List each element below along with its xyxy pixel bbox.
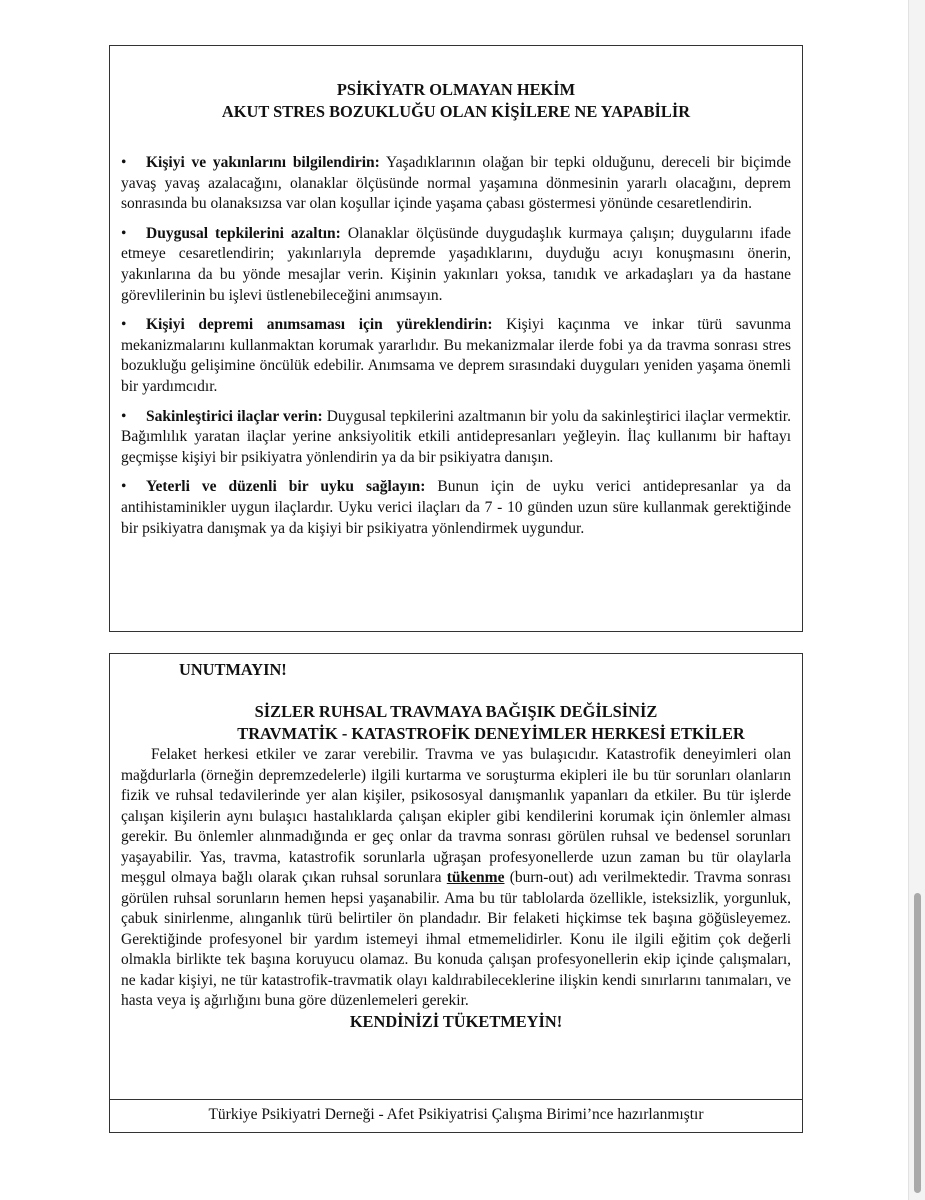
credits-footer: Türkiye Psikiyatri Derneği - Afet Psikiyatrisi Çalışma Birimi’nce hazırlanmıştır: [110, 1099, 802, 1132]
bullet-text: Bunun için de uyku verici antidepresanlar ya da antihistaminikler uygun ilaçlardır. Uyku verici ilaçları da 7 - 10 günden uzun süre kullanmak gerektiğinde bir psikiyatra danışmak ya da kişiyi bir psikiyatra yönlendirmek uygundur.: [121, 478, 791, 537]
reminder-title-line1: SİZLER RUHSAL TRAVMAYA BAĞIŞIK DEĞİLSİNİZ: [254, 702, 658, 721]
scrollbar-thumb[interactable]: [914, 893, 921, 1193]
bullet-heading: Kişiyi depremi anımsaması için yüreklendirin:: [146, 316, 493, 334]
bullet-text: Yaşadıklarının olağan bir tepki olduğunu, dereceli bir biçimde yavaş yavaş azalacağını, olanaklar ölçüsünde normal yaşamına dönmesinin yararlı olacağını, deprem sonrasında bu olanaksızsa var olan koşullar içinde yaşama çabası göstermesi yönünde cesaretlendirin.: [121, 154, 791, 213]
bullet-dot: •: [121, 154, 127, 171]
reminder-paragraph: [121, 745, 791, 1012]
bullet-text: Olanaklar ölçüsünde duygudaşlık kurmaya çalışın; duygularını ifade etmeye cesaretlendirin; yakınlarıyla depremde yaşadıklarını, duyduğu acıyı konuşmasını önerin, yakınlarına da bu yönde mesajlar verin. Kişinin yakınları yoksa, tanıdık ve arkadaşları ya da hastane görevlilerinin bu işlevi üstlenebileceğini anımsayın.: [121, 224, 791, 304]
bullet-text: Duygusal tepkilerini azaltmanın bir yolu da sakinleştirici ilaçlar vermektir. Bağımlılık yaratan ilaçlar yerine anksiyolitik etkili antidepresanları yeğleyin. İlaç kullanımı bir haftayı geçmişse kişiyi bir psikiyatra yönlendirin ya da bir psikiyatra danışın.: [121, 407, 791, 466]
bullet-heading: Duygusal tepkilerini azaltın:: [146, 224, 341, 242]
bullet-dot: •: [121, 224, 127, 242]
bullet-item: [121, 224, 791, 306]
guidance-box: [109, 45, 803, 632]
bullet-heading: Yeterli ve düzenli bir uyku sağlayın:: [146, 478, 426, 496]
bullet-text: Kişiyi kaçınma ve inkar türü savunma mekanizmalarını kullanmaktan korumak yararlıdır. Bu mekanizmalar ilerde fobi ya da travma sonrası stres bozukluğu gelişimine öncülük edebilir. Anımsama ve deprem sırasındaki duyguları yeniden yaşama önemli bir yardımcıdır.: [121, 316, 791, 395]
reminder-box: [109, 653, 803, 1133]
bullet-dot: •: [121, 407, 127, 425]
guidance-title-line2: AKUT STRES BOZUKLUĞU OLAN KİŞİLERE NE YAPABİLİR: [221, 102, 691, 121]
bullet-dot: •: [121, 478, 127, 496]
bullet-heading: Kişiyi ve yakınlarını bilgilendirin:: [146, 154, 380, 171]
bullet-item: [121, 315, 791, 397]
scrollbar-track[interactable]: [908, 0, 925, 1200]
closing-message: KENDİNİZİ TÜKETMEYİN!: [349, 1011, 563, 1031]
burnout-term: tükenme: [446, 869, 505, 886]
bullet-item: [121, 477, 791, 539]
bullet-heading: Sakinleştirici ilaçlar verin:: [146, 407, 323, 425]
guidance-title-line1: PSİKİYATR OLMAYAN HEKİM: [336, 80, 576, 99]
bullet-item: [121, 153, 791, 215]
reminder-heading: UNUTMAYIN!: [179, 660, 287, 679]
paragraph-part2: (burn-out) adı verilmektedir. Travma sonrası görülen ruhsal sorunların hemen hepsi yaşanabilir. Ama bu tür tablolarda özellikle, isteksizlik, yorgunluk, çabuk sinirlenme, alınganlık türü belirtiler ön plandadır. Bir felaketi hiçkimse tek başına göğüsleyemez. Gerektiğinde profesyonel bir yardım istemeyi ihmal etmemelidirler. Konu ile ilgili eğitim çok değerli olmakla birlikte tek başına koruyucu olamaz. Bu konuda çalışan profesyonellerin ekip içinde çalışmaları, ne kadar kişiyi, ne tür katastrofik-travmatik olayı kaldırabileceklerine ilişkin kendi sınırlarını tanımaları, ve hasta veya iş ağırlığını buna göre düzenlemeleri gerekir.: [121, 869, 791, 1009]
bullet-dot: •: [121, 316, 127, 334]
reminder-title-line2: TRAVMATİK - KATASTROFİK DENEYİMLER HERKESİ ETKİLER: [237, 724, 745, 743]
bullet-item: [121, 407, 791, 469]
paragraph-part1: Felaket herkesi etkiler ve zarar verebilir. Travma ve yas bulaşıcıdır. Katastrofik deneyimleri olan mağdurlarla (örneğin depremzedelerle) ilgili kurtarma ve soruşturma ekipleri ile bu tür sorunları olanların fizik ve ruhsal tedavilerinde yer alan kişiler, psikososyal danışmanlık yapanları da etkiler. Bu tür işlerde çalışan kişilerin aynı bulaşıcı hastalıklarda çalışan ekipler gibi kendilerini korumak için önlemler alması gerekir. Bu önlemler alınmadığında er geç onlar da travma sonrası görülen ruhsal ve bedensel sorunları yaşayabilir. Yas, travma, katastrofik sorunlarla uğraşan profesyonellerde uzun zaman bu tür olaylarla meşgul olmaya bağlı olarak çıkan ruhsal sorunlara: [121, 746, 791, 886]
